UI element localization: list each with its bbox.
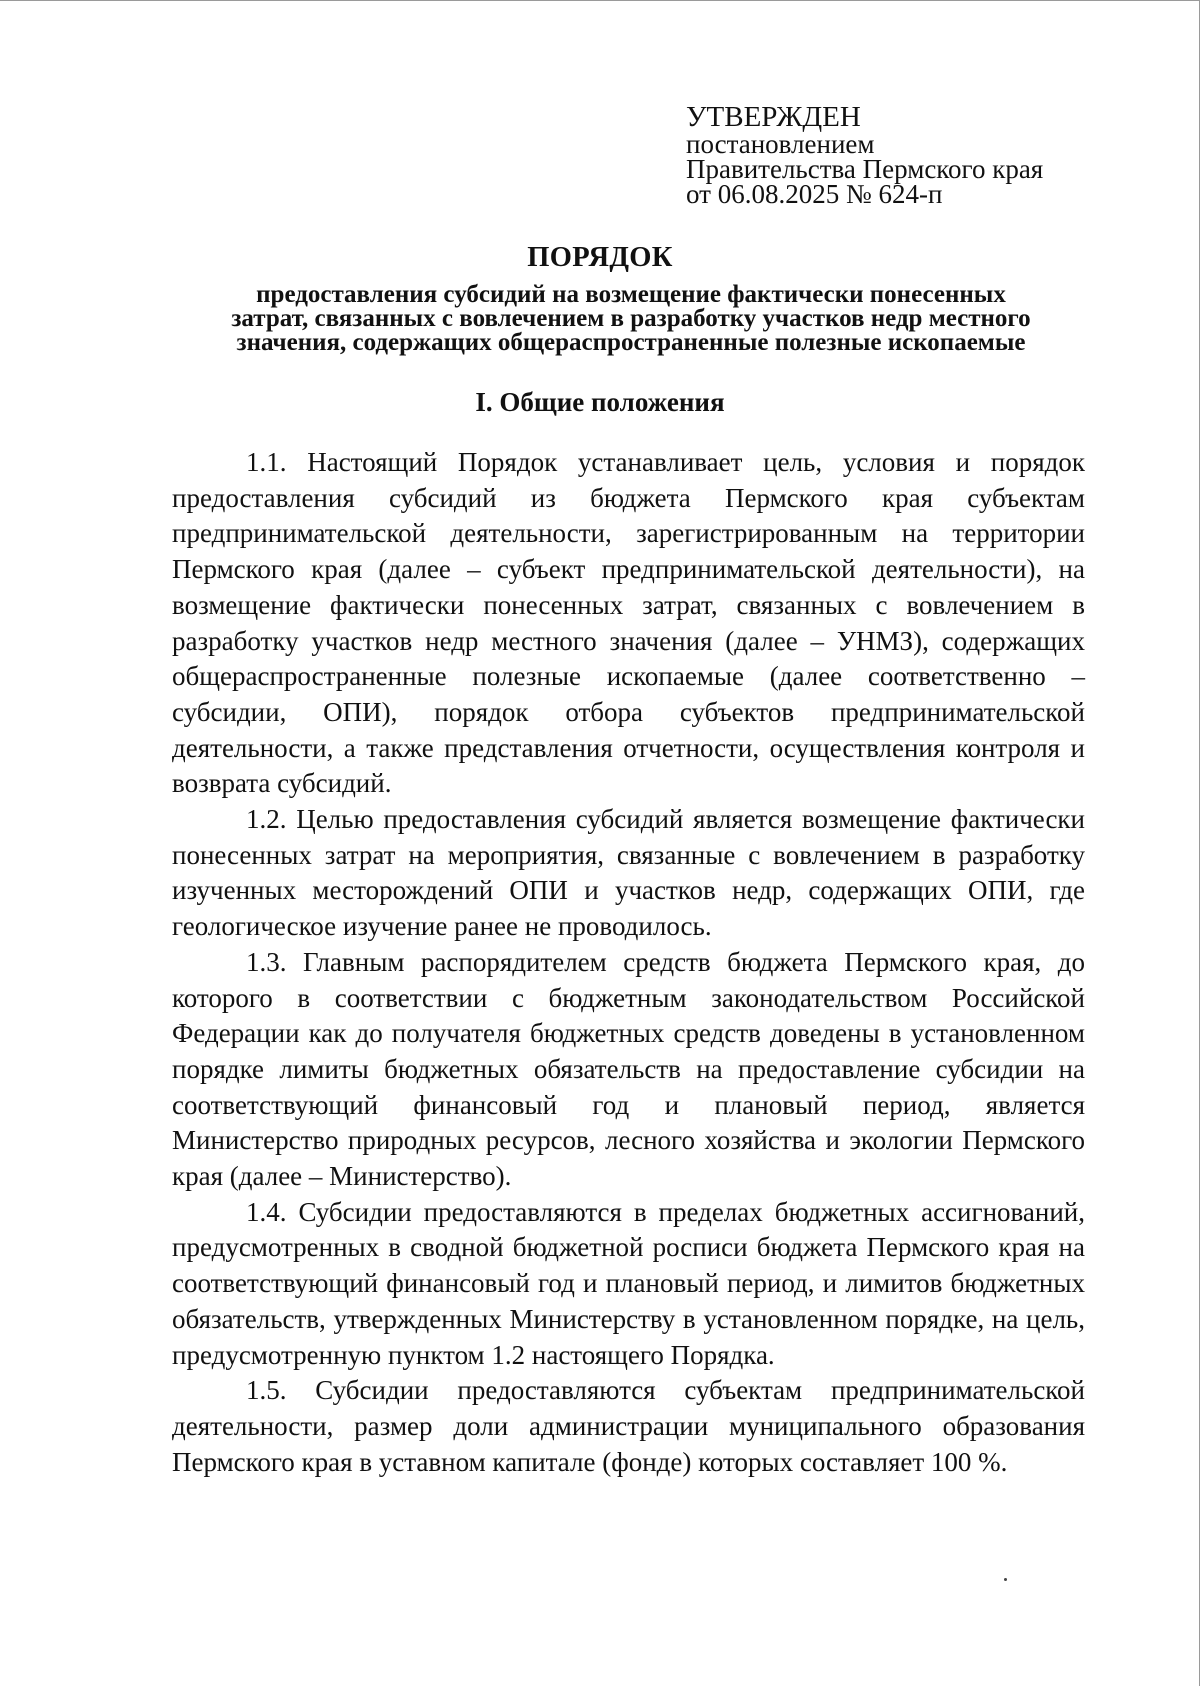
scan-speck — [1004, 1578, 1007, 1581]
paragraph-1-5: 1.5. Субсидии предоставляются субъектам предпринимательской деятельности, размер доли администрации муниципального образования Пермского края в уставном капитале (фонде) которых составляет 100 %. — [172, 1375, 1085, 1477]
subtitle-line: предоставления субсидий на возмещение фактически понесенных — [256, 281, 1006, 308]
document-title: ПОРЯДОК — [527, 242, 673, 273]
paragraph-1-3: 1.3. Главным распорядителем средств бюджета Пермского края, до которого в соответствии с бюджетным законодательством Российской Федерации как до получателя бюджетных средств доведены в установленном порядке лимиты бюджетных обязательств на предоставление субсидии на соответствующий финансовый год и плановый период, является Министерство природных ресурсов, лесного хозяйства и экологии Пермского края (далее – Министерство). — [172, 946, 1085, 1192]
document-body — [172, 445, 1085, 1480]
paragraph-1-4: 1.4. Субсидии предоставляются в пределах бюджетных ассигнований, предусмотренных в сводной бюджетной росписи бюджета Пермского края на соответствующий финансовый год и плановый период, и лимитов бюджетных обязательств, утвержденных Министерству в установленном порядке, на цель, предусмотренную пунктом 1.2 настоящего Порядка. — [172, 1196, 1085, 1370]
approval-heading: УТВЕРЖДЕН — [686, 101, 861, 133]
approval-line-government: Правительства Пермского края — [686, 154, 1044, 184]
approval-stamp-block — [686, 102, 1146, 207]
subtitle-line: значения, содержащих общераспространенные полезные ископаемые — [236, 329, 1026, 356]
document-subtitle — [172, 283, 1090, 355]
paragraph-1-1: 1.1. Настоящий Порядок устанавливает цель, условия и порядок предоставления субсидий из бюджета Пермского края субъектам предпринимательской деятельности, зарегистрированным на территории Пермского края (далее – субъект предпринимательской деятельности), на возмещение фактически понесенных затрат, связанных с вовлечением в разработку участков недр местного значения (далее – УНМЗ), содержащих общераспространенные полезные ископаемые (далее соответственно – субсидии, ОПИ), порядок отбора субъектов предпринимательской деятельности, а также представления отчетности, осуществления контроля и возврата субсидий. — [172, 447, 1085, 799]
section-heading: I. Общие положения — [475, 387, 725, 417]
approval-line-date-number: от 06.08.2025 № 624-п — [686, 179, 943, 209]
subtitle-line: затрат, связанных с вовлечением в разработку участков недр местного — [231, 305, 1031, 332]
paragraph-1-2: 1.2. Целью предоставления субсидий является возмещение фактически понесенных затрат на мероприятия, связанные с вовлечением в разработку изученных месторождений ОПИ и участков недр, содержащих ОПИ, где геологическое изучение ранее не проводилось. — [172, 804, 1085, 942]
approval-line-resolution: постановлением — [686, 129, 875, 159]
